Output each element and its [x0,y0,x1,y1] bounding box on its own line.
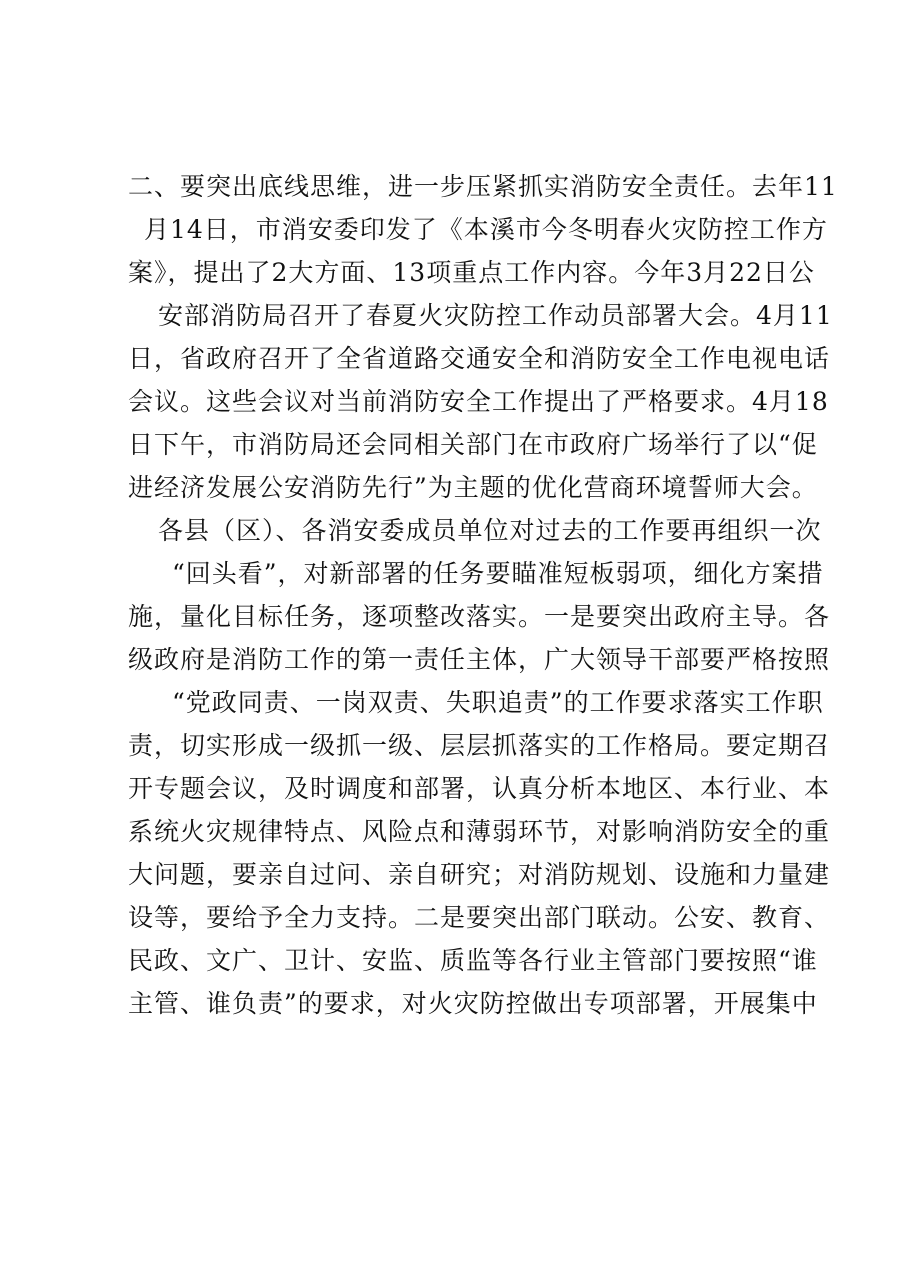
text-line: “回头看”，对新部署的任务要瞄准短板弱项，细化方案措 [172,559,824,588]
text-line: 日，省政府召开了全省道路交通安全和消防安全工作电视电话 [128,344,831,373]
text-line: 设等，要给予全力支持。二是要突出部门联动。公安、教育、 [128,903,831,932]
text-line: 月14日，市消安委印发了《本溪市今冬明春火灾防控工作方 [144,215,828,244]
text-line: 施，量化目标任务，逐项整改落实。一是要突出政府主导。各 [128,602,831,631]
text-line: 二、要突出底线思维，进一步压紧抓实消防安全责任。去年11 [128,172,838,201]
text-line: 各县（区）、各消安委成员单位对过去的工作要再组织一次 [158,516,822,545]
body-paragraph [128,165,838,1025]
text-line: 安部消防局召开了春夏火灾防控工作动员部署大会。4月11 [158,301,833,330]
text-line: 民政、文广、卫计、安监、质监等各行业主管部门要按照“谁 [128,946,818,975]
text-line: 主管、谁负责”的要求，对火灾防控做出专项部署，开展集中 [128,989,818,1018]
text-line: 系统火灾规律特点、风险点和薄弱环节，对影响消防安全的重 [128,817,831,846]
text-line: 进经济发展公安消防先行”为主题的优化营商环境誓师大会。 [128,473,818,502]
text-line: 开专题会议，及时调度和部署，认真分析本地区、本行业、本 [128,774,831,803]
text-line: 案》，提出了2大方面、13项重点工作内容。今年3月22日公 [128,258,815,287]
text-line: “党政同责、一岗双责、失职追责”的工作要求落实工作职 [172,688,824,717]
text-line: 责，切实形成一级抓一级、层层抓落实的工作格局。要定期召 [128,731,831,760]
text-line: 大问题，要亲自过问、亲自研究；对消防规划、设施和力量建 [128,860,831,889]
text-line: 会议。这些会议对当前消防安全工作提出了严格要求。4月18 [128,387,829,416]
text-line: 日下午，市消防局还会同相关部门在市政府广场举行了以“促 [128,430,818,459]
text-line: 级政府是消防工作的第一责任主体，广大领导干部要严格按照 [128,645,831,674]
